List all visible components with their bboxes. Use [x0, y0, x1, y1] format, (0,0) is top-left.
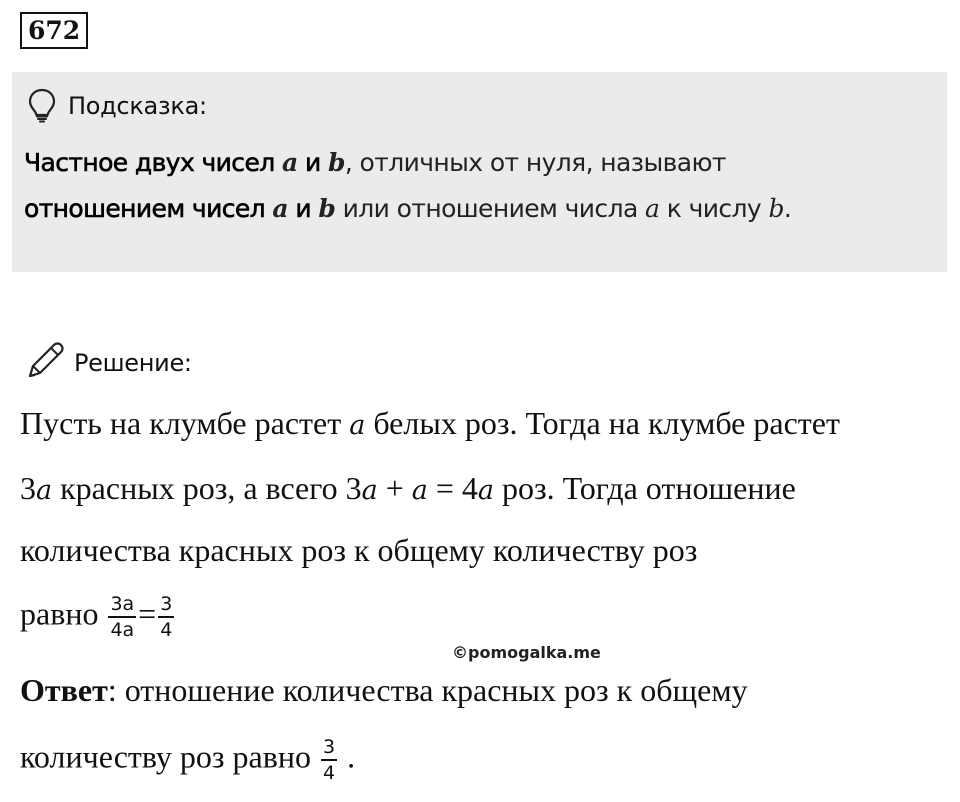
hint-and: и	[304, 148, 321, 177]
var-b: b	[327, 148, 345, 177]
period: .	[347, 738, 356, 775]
solution-line-1	[20, 405, 840, 442]
answer-line-2	[20, 735, 355, 785]
fraction-numerator: 3a	[108, 592, 136, 618]
fraction-numerator: 3	[321, 735, 337, 761]
hint-and: и	[295, 194, 312, 223]
watermark: ©pomogalka.me	[452, 643, 601, 662]
var-b: b	[318, 194, 336, 223]
text: = 4	[435, 470, 478, 506]
hint-rest: или отношением числа	[342, 194, 638, 223]
fraction-3-4	[321, 735, 337, 785]
hint-strong-text: Частное двух чисел	[24, 148, 275, 177]
solution-line-2	[20, 470, 796, 507]
hint-line-2	[24, 194, 791, 223]
solution-line-4	[20, 592, 176, 642]
answer-line-1	[20, 672, 748, 709]
solution-header	[26, 340, 192, 385]
task-number: 672	[20, 12, 88, 49]
text: равно	[20, 595, 99, 632]
text: : отношение количества красных роз к общему	[107, 672, 748, 708]
equals-sign: =	[138, 595, 157, 632]
hint-rest: , отличных от нуля, называют	[344, 148, 726, 177]
answer-label: Ответ	[20, 672, 108, 708]
fraction-3-4	[158, 592, 174, 642]
lightbulb-icon	[28, 88, 56, 124]
var-a: a	[349, 410, 366, 441]
text: Пусть на клумбе растет	[20, 405, 342, 441]
hint-box	[12, 72, 947, 272]
fraction-denominator: 4a	[110, 619, 135, 641]
hint-strong-text: отношением чисел	[24, 194, 266, 223]
var-a: a	[411, 475, 428, 506]
fraction-numerator: 3	[158, 592, 174, 618]
var-b: b	[768, 194, 784, 223]
text: белых роз. Тогда на клумбе растет	[373, 405, 840, 441]
var-a: a	[477, 475, 494, 506]
text: 3	[20, 470, 36, 506]
text: количеству роз равно	[20, 738, 311, 775]
solution-line-3: количества красных роз к общему количеству роз	[20, 532, 698, 568]
var-a: a	[281, 148, 298, 177]
var-a: a	[36, 475, 53, 506]
hint-header	[28, 88, 207, 124]
hint-title: Подсказка:	[68, 92, 207, 120]
fraction-3a-4a	[108, 592, 136, 642]
hint-period: .	[783, 194, 792, 223]
fraction-denominator: 4	[160, 619, 173, 641]
var-a: a	[361, 475, 378, 506]
solution-title: Решение:	[74, 348, 192, 377]
pencil-icon	[26, 340, 66, 385]
hint-line-1	[24, 148, 726, 177]
var-a: a	[645, 194, 660, 223]
hint-rest: к числу	[666, 194, 762, 223]
fraction-denominator: 4	[322, 762, 336, 784]
text: красных роз, а всего 3	[60, 470, 362, 506]
var-a: a	[272, 194, 289, 223]
text: роз. Тогда отношение	[502, 470, 796, 506]
plus-sign: +	[385, 470, 404, 506]
